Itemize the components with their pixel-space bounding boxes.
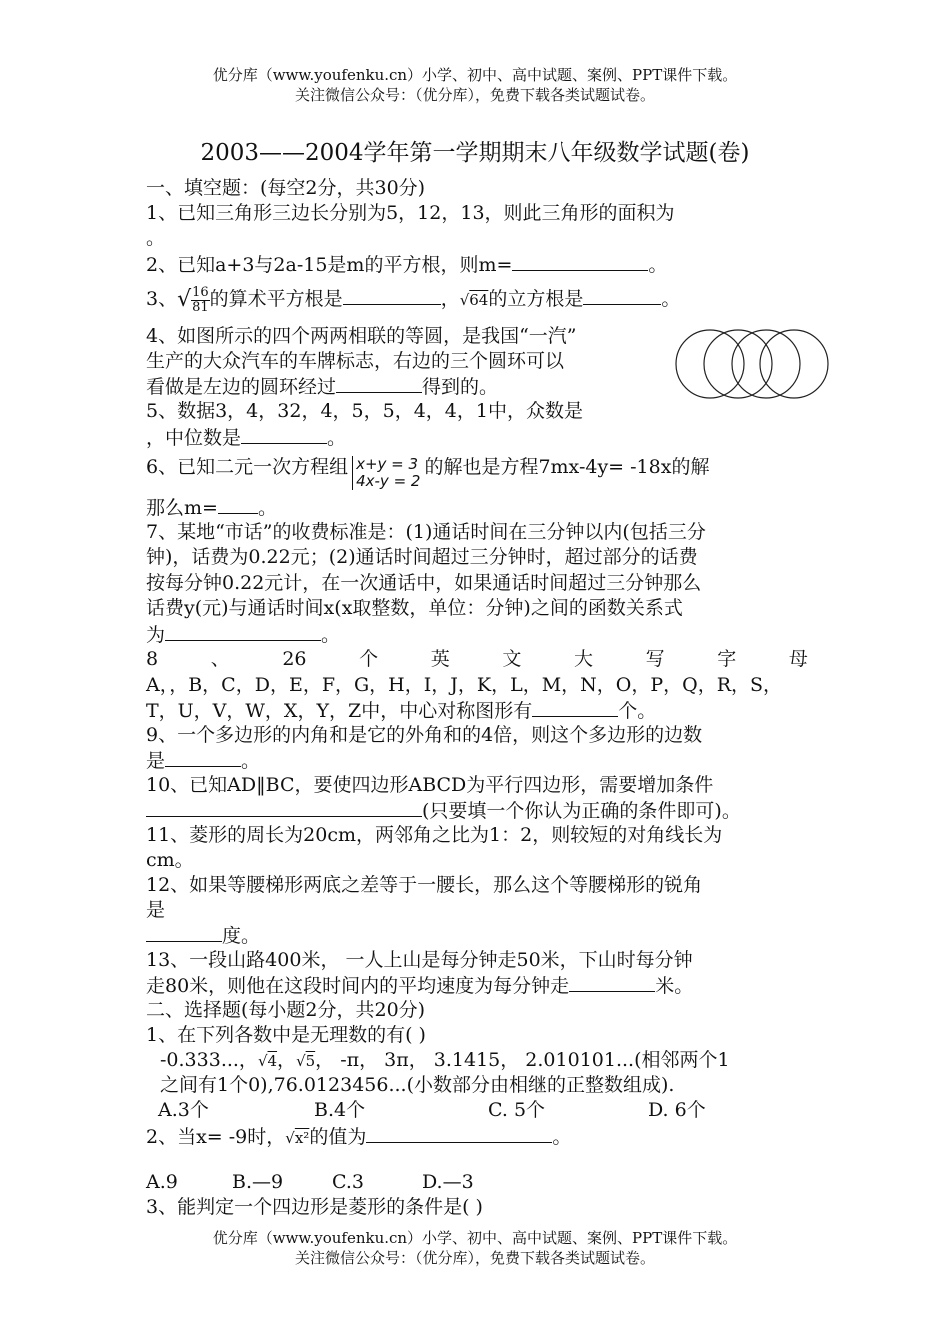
q12-line1: 12、如果等腰梯形两底之差等于一腰长，那么这个等腰梯形的锐角 — [146, 874, 703, 896]
sqrt-symbol: √ — [177, 287, 192, 312]
c1-question: 1、在下列各数中是无理数的有( ) — [146, 1024, 426, 1046]
c1-number-list-a: -0.333...， — [160, 1049, 258, 1071]
q8-word: 大 — [574, 648, 594, 670]
q12-text: 度。 — [222, 925, 261, 947]
c1-option-b[interactable]: B.4个 — [314, 1099, 366, 1121]
ring-1 — [676, 330, 744, 398]
q8-line1 — [146, 647, 808, 671]
q7-line2: 钟)，话费为0.22元；(2)通话时间超过三分钟时，超过部分的话费 — [146, 546, 698, 568]
c2-option-a[interactable]: A.9 — [146, 1171, 178, 1193]
q9-answer-blank[interactable] — [165, 748, 241, 767]
q8-line3 — [146, 698, 808, 723]
c2-question — [146, 1124, 808, 1150]
q4-line1: 4、如图所示的四个两两相联的等圆，是我国“一汽” — [146, 325, 577, 347]
q10-line2 — [146, 798, 808, 823]
c1-numbers-line2: 之间有1个0),76.0123456...(小数部分由相继的正整数组成). — [160, 1074, 675, 1096]
q7-line3: 按每分钟0.22元计，在一次通话中，如果通话时间超过三分钟那么 — [146, 572, 702, 594]
q7-line4: 话费y(元)与通话时间x(x取整数，单位：分钟)之间的函数关系式 — [146, 597, 683, 619]
q7-text: 为 — [146, 624, 166, 646]
q8-text: T，U，V，W，X，Y，Z中，中心对称图形有 — [146, 700, 533, 722]
q7-answer-blank[interactable] — [165, 622, 321, 641]
sqrt-x-squared: √x² — [285, 1129, 310, 1147]
q3-text-b: 的立方根是 — [488, 288, 584, 310]
q5-end: 。 — [327, 427, 347, 449]
sqrt-5: √5 — [296, 1052, 316, 1070]
q5-line1: 5、数据3，4，32，4，5，5，4，4，1中，众数是 — [146, 400, 583, 422]
q11-line2: cm。 — [146, 849, 194, 871]
ring-3 — [732, 330, 800, 398]
sqrt-4-value: 4 — [267, 1052, 278, 1070]
q8-end: 个。 — [618, 700, 657, 722]
c1-number-list-b: ， — [277, 1049, 297, 1071]
ring-4 — [760, 330, 828, 398]
q8-word: 写 — [645, 648, 665, 670]
sqrt-4: √4 — [257, 1052, 278, 1070]
c2-text-a: 2、当x= -9时， — [146, 1126, 286, 1148]
q9-line2 — [146, 748, 808, 773]
q4-answer-blank[interactable] — [336, 374, 422, 393]
sqrt-5-value: 5 — [305, 1052, 316, 1070]
footer-line-2: 关注微信公众号：（优分库），免费下载各类试题试卷。 — [294, 1249, 655, 1267]
ring-2 — [704, 330, 772, 398]
fraction-16-81 — [191, 286, 210, 315]
q8-line2: A，，B，C，D，E，F，G，H，I，J，K，L，M，N，O，P，Q，R，S， — [146, 674, 783, 696]
q5-text: ，中位数是 — [146, 427, 242, 449]
equation-1: x+y = 3 — [356, 455, 419, 473]
q8-word: 字 — [717, 648, 737, 670]
q6-end: 。 — [257, 497, 277, 519]
c1-numbers-line1 — [160, 1048, 810, 1073]
q13-end: 米。 — [655, 975, 694, 997]
q8-answer-blank[interactable] — [532, 698, 618, 717]
q6-text-c: 那么m= — [146, 497, 218, 519]
fraction-denominator: 81 — [192, 299, 209, 315]
header-line-2: 关注微信公众号：（优分库），免费下载各类试题试卷。 — [294, 86, 655, 104]
q3-blank-1[interactable] — [343, 286, 441, 305]
q6-line1 — [146, 444, 808, 490]
c2-text-b: 的值为 — [309, 1126, 367, 1148]
q2-answer-blank[interactable] — [512, 252, 648, 271]
q10-text: (只要填一个你认为正确的条件即可)。 — [422, 800, 741, 822]
c2-option-b[interactable]: B.—9 — [232, 1171, 284, 1193]
q12-line3 — [146, 923, 808, 948]
q13-line2 — [146, 973, 808, 998]
c3-question: 3、能判定一个四边形是菱形的条件是( ) — [146, 1196, 483, 1218]
c2-option-c[interactable]: C.3 — [332, 1171, 364, 1193]
q10-answer-blank[interactable] — [146, 798, 422, 817]
q1-line1: 1、已知三角形三边长分别为5，12，13，则此三角形的面积为 — [146, 202, 675, 224]
q8-word: 文 — [502, 648, 522, 670]
c1-option-d[interactable]: D. 6个 — [648, 1099, 706, 1121]
c2-end: 。 — [552, 1126, 572, 1148]
fraction-numerator: 16 — [192, 284, 209, 300]
section1-heading: 一、填空题：(每空2分，共30分) — [146, 177, 426, 199]
q13-answer-blank[interactable] — [569, 973, 655, 992]
c2-answer-blank[interactable] — [366, 1124, 552, 1143]
sqrt-64: √64 — [459, 291, 489, 309]
q6-text-b: 的解也是方程7mx-4y= -18x的解 — [424, 456, 710, 478]
q7-line1: 7、某地“市话”的收费标准是：(1)通话时间在三分钟以内(包括三分 — [146, 521, 706, 543]
q4-line2: 生产的大众汽车的车牌标志，右边的三个圆环可以 — [146, 350, 565, 372]
c1-number-list-c: ， -π， 3π， 3.1415， 2.010101...(相邻两个1 — [315, 1049, 730, 1071]
sqrt-x-squared-value: x² — [294, 1129, 310, 1147]
q12-line2: 是 — [146, 899, 166, 921]
q3-prefix: 3、 — [146, 288, 178, 310]
q8-word: 、 — [210, 648, 230, 670]
equation-2: 4x-y = 2 — [356, 472, 421, 490]
footer-line-1: 优分库（www.youfenku.cn）小学、初中、高中试题、案例、PPT课件下载。 — [212, 1229, 738, 1247]
q4-text: 看做是左边的圆环经过 — [146, 376, 337, 398]
q6-text-a: 6、已知二元一次方程组 — [146, 456, 349, 478]
q10-line1: 10、已知AD‖BC，要使四边形ABCD为平行四边形，需要增加条件 — [146, 774, 714, 796]
header-line-1: 优分库（www.youfenku.cn）小学、初中、高中试题、案例、PPT课件下载。 — [212, 66, 738, 84]
q6-answer-blank[interactable] — [218, 495, 258, 514]
q2 — [146, 252, 808, 277]
c1-option-a[interactable]: A.3个 — [158, 1099, 209, 1121]
c1-option-c[interactable]: C. 5个 — [488, 1099, 546, 1121]
q12-answer-blank[interactable] — [146, 923, 222, 942]
q5-answer-blank[interactable] — [241, 425, 327, 444]
q3-text-a: 的算术平方根是 — [209, 288, 343, 310]
q6-line2 — [146, 495, 808, 520]
q8-word: 8 — [146, 648, 159, 670]
q3-comma: ， — [440, 288, 460, 310]
q9-text: 是 — [146, 750, 166, 772]
q13-line1: 13、一段山路400米， 一人上山是每分钟走50米，下山时每分钟 — [146, 949, 693, 971]
q2-end: 。 — [648, 254, 668, 276]
sqrt-64-value: 64 — [469, 291, 489, 309]
q1-line2: 。 — [146, 227, 166, 249]
equation-system — [352, 456, 420, 490]
q3-end: 。 — [661, 288, 681, 310]
q8-word: 母 — [788, 648, 808, 670]
q4-end: 得到的。 — [422, 376, 499, 398]
c2-option-d[interactable]: D.—3 — [422, 1171, 474, 1193]
q8-word: 26 — [282, 648, 307, 670]
q2-text: 2、已知a+3与2a-15是m的平方根，则m= — [146, 254, 513, 276]
q7-end: 。 — [321, 624, 341, 646]
exam-title: 2003——2004学年第一学期期末八年级数学试题(卷) — [200, 140, 750, 166]
q8-word: 个 — [359, 648, 379, 670]
q9-end: 。 — [241, 750, 261, 772]
section2-heading: 二、选择题(每小题2分，共20分) — [146, 999, 426, 1021]
q9-line1: 9、一个多边形的内角和是它的外角和的4倍，则这个多边形的边数 — [146, 724, 703, 746]
q3 — [146, 284, 808, 315]
q11-line1: 11、菱形的周长为20cm，两邻角之比为1：2，则较短的对角线长为 — [146, 824, 723, 846]
q7-line5 — [146, 622, 808, 647]
q3-blank-2[interactable] — [583, 286, 661, 305]
q13-text: 走80米，则他在这段时间内的平均速度为每分钟走 — [146, 975, 570, 997]
q8-word: 英 — [430, 648, 450, 670]
four-rings-logo-figure — [670, 328, 834, 400]
